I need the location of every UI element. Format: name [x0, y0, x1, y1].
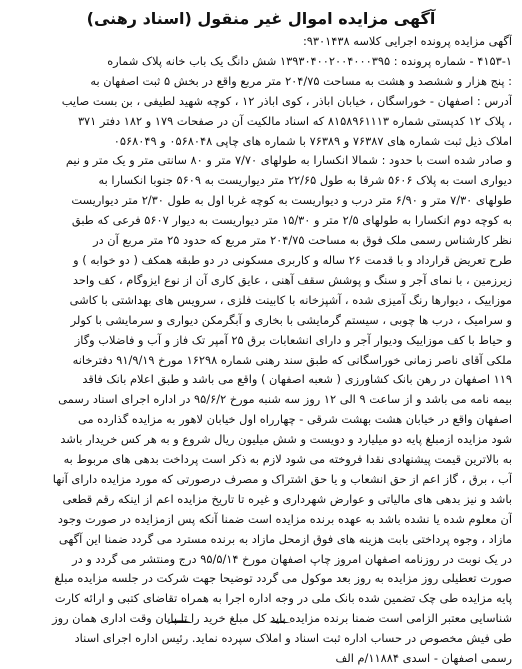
body-line: ۱۱۹ اصفهان در رهن بانک کشاورزی ( شعبه اصفهان ) واقع می باشد و طبق اعلام بانک فاقد — [82, 372, 512, 387]
body-line: شود مزایده ازمبلغ پایه دو میلیارد و دویست و شش میلیون ریال شروع و به هر کس خریدار باشد — [60, 432, 512, 447]
notice-title: آگهی مزایده اموال غیر منقول (اسناد رهنی) — [86, 9, 436, 28]
body-line: دیواری است به پلاک ۵۶۰۶ شرقا به طول ۲۲/۶۵ متر دیواریست به ۵۶۰۹ جنوبا انکسارا به — [98, 173, 512, 188]
body-line: طی فیش مخصوص در حساب اداره ثبت اسناد و املاک سپرده نماید. رئیس اداره اجرای اسناد — [74, 631, 512, 646]
body-line: رسمی اصفهان - اسدی ۱۱۸۸۴/م الف — [335, 651, 512, 666]
body-line: ۴۱۵۳-۱ - شماره پرونده : ۱۳۹۳۰۴۰۰۲۰۰۴۰۰۰۳۹۵ شش دانگ یک باب خانه پلاک شماره — [107, 53, 512, 68]
body-line: نظر کارشناس رسمی ملک فوق به مساحت ۲۰۴/۷۵ متر مربع که حدود ۲۵ متر مربع آن در — [93, 233, 512, 248]
body-line: صورت تعطیلی روز مزایده به روز بعد موکول می گردد توضیحا جهت شرکت در جلسه مزایده مبلغ — [54, 571, 512, 586]
body-line: به بالاترین قیمت پیشنهادی نقدا فروخته می شود لازم به ذکر است پرداخت بدهی های مربوط به — [63, 452, 512, 467]
body-line: به کوچه دوم انکسارا به طولهای ۲/۵ متر و ۱۵/۳۰ متر دیواریست به دیوار ۵۶۰۷ فرعی که طبق — [71, 213, 512, 228]
body-line: آدرس : اصفهان - خوراسگان ، خیابان اباذر ، کوی اباذر ۱۲ ، کوچه شهید لطیفی ، بن بست صایب — [61, 93, 512, 108]
body-line: طولهای ۷/۳۰ متر و ۶/۹۰ متر درب و دیواریست به کوچه غربا اول به طول ۲/۳۰ متر دیواریست — [71, 193, 512, 208]
body-line: شناسایی معتبر الزامی است ضمنا برنده مزایده باید کل مبلغ خرید را تا پایان وقت اداری همان روز — [52, 611, 512, 626]
body-line: و صادر شده است با حدود : شمالا انکسارا به طولهای ۷/۷۰ متر و ۸۰ سانتی متر و یک متر و نیم — [65, 153, 512, 168]
body-line: آن معلوم شده یا نشده باشد به عهده برنده مزایده است ضمنا آنکه پس ازمزایده در صورت وجود — [57, 511, 512, 526]
body-line: آب ، برق ، گاز اعم از حق انشعاب و یا حق اشتراک و مصرف درصورتی که مورد مزایده دارای آنها — [52, 471, 512, 486]
body-line: پایه مزایده طی چک تضمین شده بانک ملی در وجه اداره اجرا به همراه تقاضای کتبی و ارائه کارت — [54, 591, 512, 606]
body-line: زیرزمین ، با نمای آجر و سنگ و پوشش سقف آهنی ، عایق کاری آن از نوع ایزوگام ، کف واحد — [72, 272, 512, 287]
body-line: موزاییک ، دیوارها رنگ آمیزی شده ، آشپزخانه با کابینت فلزی ، سرویس های بهداشتی با کاشی — [69, 292, 512, 307]
body-line: ملکی آقای ناصر زمانی خوراسگانی که طبق سند رهنی شماره ۱۶۲۹۸ مورخ ۹۱/۹/۱۹ دفترخانه — [72, 352, 512, 367]
notice-body — [10, 32, 512, 669]
body-line: املاک ذیل ثبت شماره های ۷۶۳۸۷ و ۷۶۳۸۹ با شماره های چاپی ۰۵۶۸۰۴۸ و ۰۵۶۸۰۴۹ — [113, 133, 512, 148]
body-line: و حیاط با کف موزاییک ودیوار آجر و دارای انشعابات برق ۲۵ آمپر تک فاز و آب و فاضلاب وگاز — [74, 332, 512, 347]
body-line: آگهی مزایده پرونده اجرایی کلاسه ۹۳۰۱۴۳۸: — [302, 34, 512, 48]
body-line: باشد و نیز بدهی های مالیاتی و عوارض شهرداری و غیره تا تاریخ مزایده اعم از اینکه رقم قطعی — [62, 491, 512, 506]
body-line: و سرامیک ، درب ها چوبی ، سیستم گرمایشی با بخاری و آبگرمکن دیواری و سرمایشی با کولر — [70, 312, 512, 327]
body-line: در یک نوبت در روزنامه اصفهان امروز چاپ اصفهان مورخ ۹۵/۵/۱۴ درج ومنتشر می گردد و در — [72, 551, 512, 566]
body-line: مازاد ، وجوه پرداختی بابت هزینه های فوق ازمحل مازاد به برنده مسترد می گردد ضمنا این آگهی — [58, 531, 512, 546]
body-line: اصفهان واقع در خیابان هشت بهشت شرقی - چهارراه اول خیابان لاهور به مزایده گذارده می — [77, 412, 512, 427]
body-line: : پنج هزار و ششصد و هشت به مساحت ۲۰۴/۷۵ متر مربع واقع در بخش ۵ ثبت اصفهان به — [90, 73, 512, 88]
body-line: بیمه نامه می باشد و از ساعت ۹ الی ۱۲ روز سه شنبه مورخ ۹۵/۶/۲ در اداره اجرای اسناد رسمی — [58, 392, 512, 407]
body-line: طرح تعریض قرارداد و با قدمت ۲۶ ساله و کاربری مسکونی در دو طبقه همکف ( دو خوابه ) و — [73, 252, 512, 267]
body-line: ، پلاک ۱۲ کدپستی شماره ۸۱۵۸۹۶۱۱۱۳ که اسناد مالکیت آن در صفحات ۱۷۹ و ۱۸۲ دفتر ۳۷۱ — [77, 113, 512, 128]
